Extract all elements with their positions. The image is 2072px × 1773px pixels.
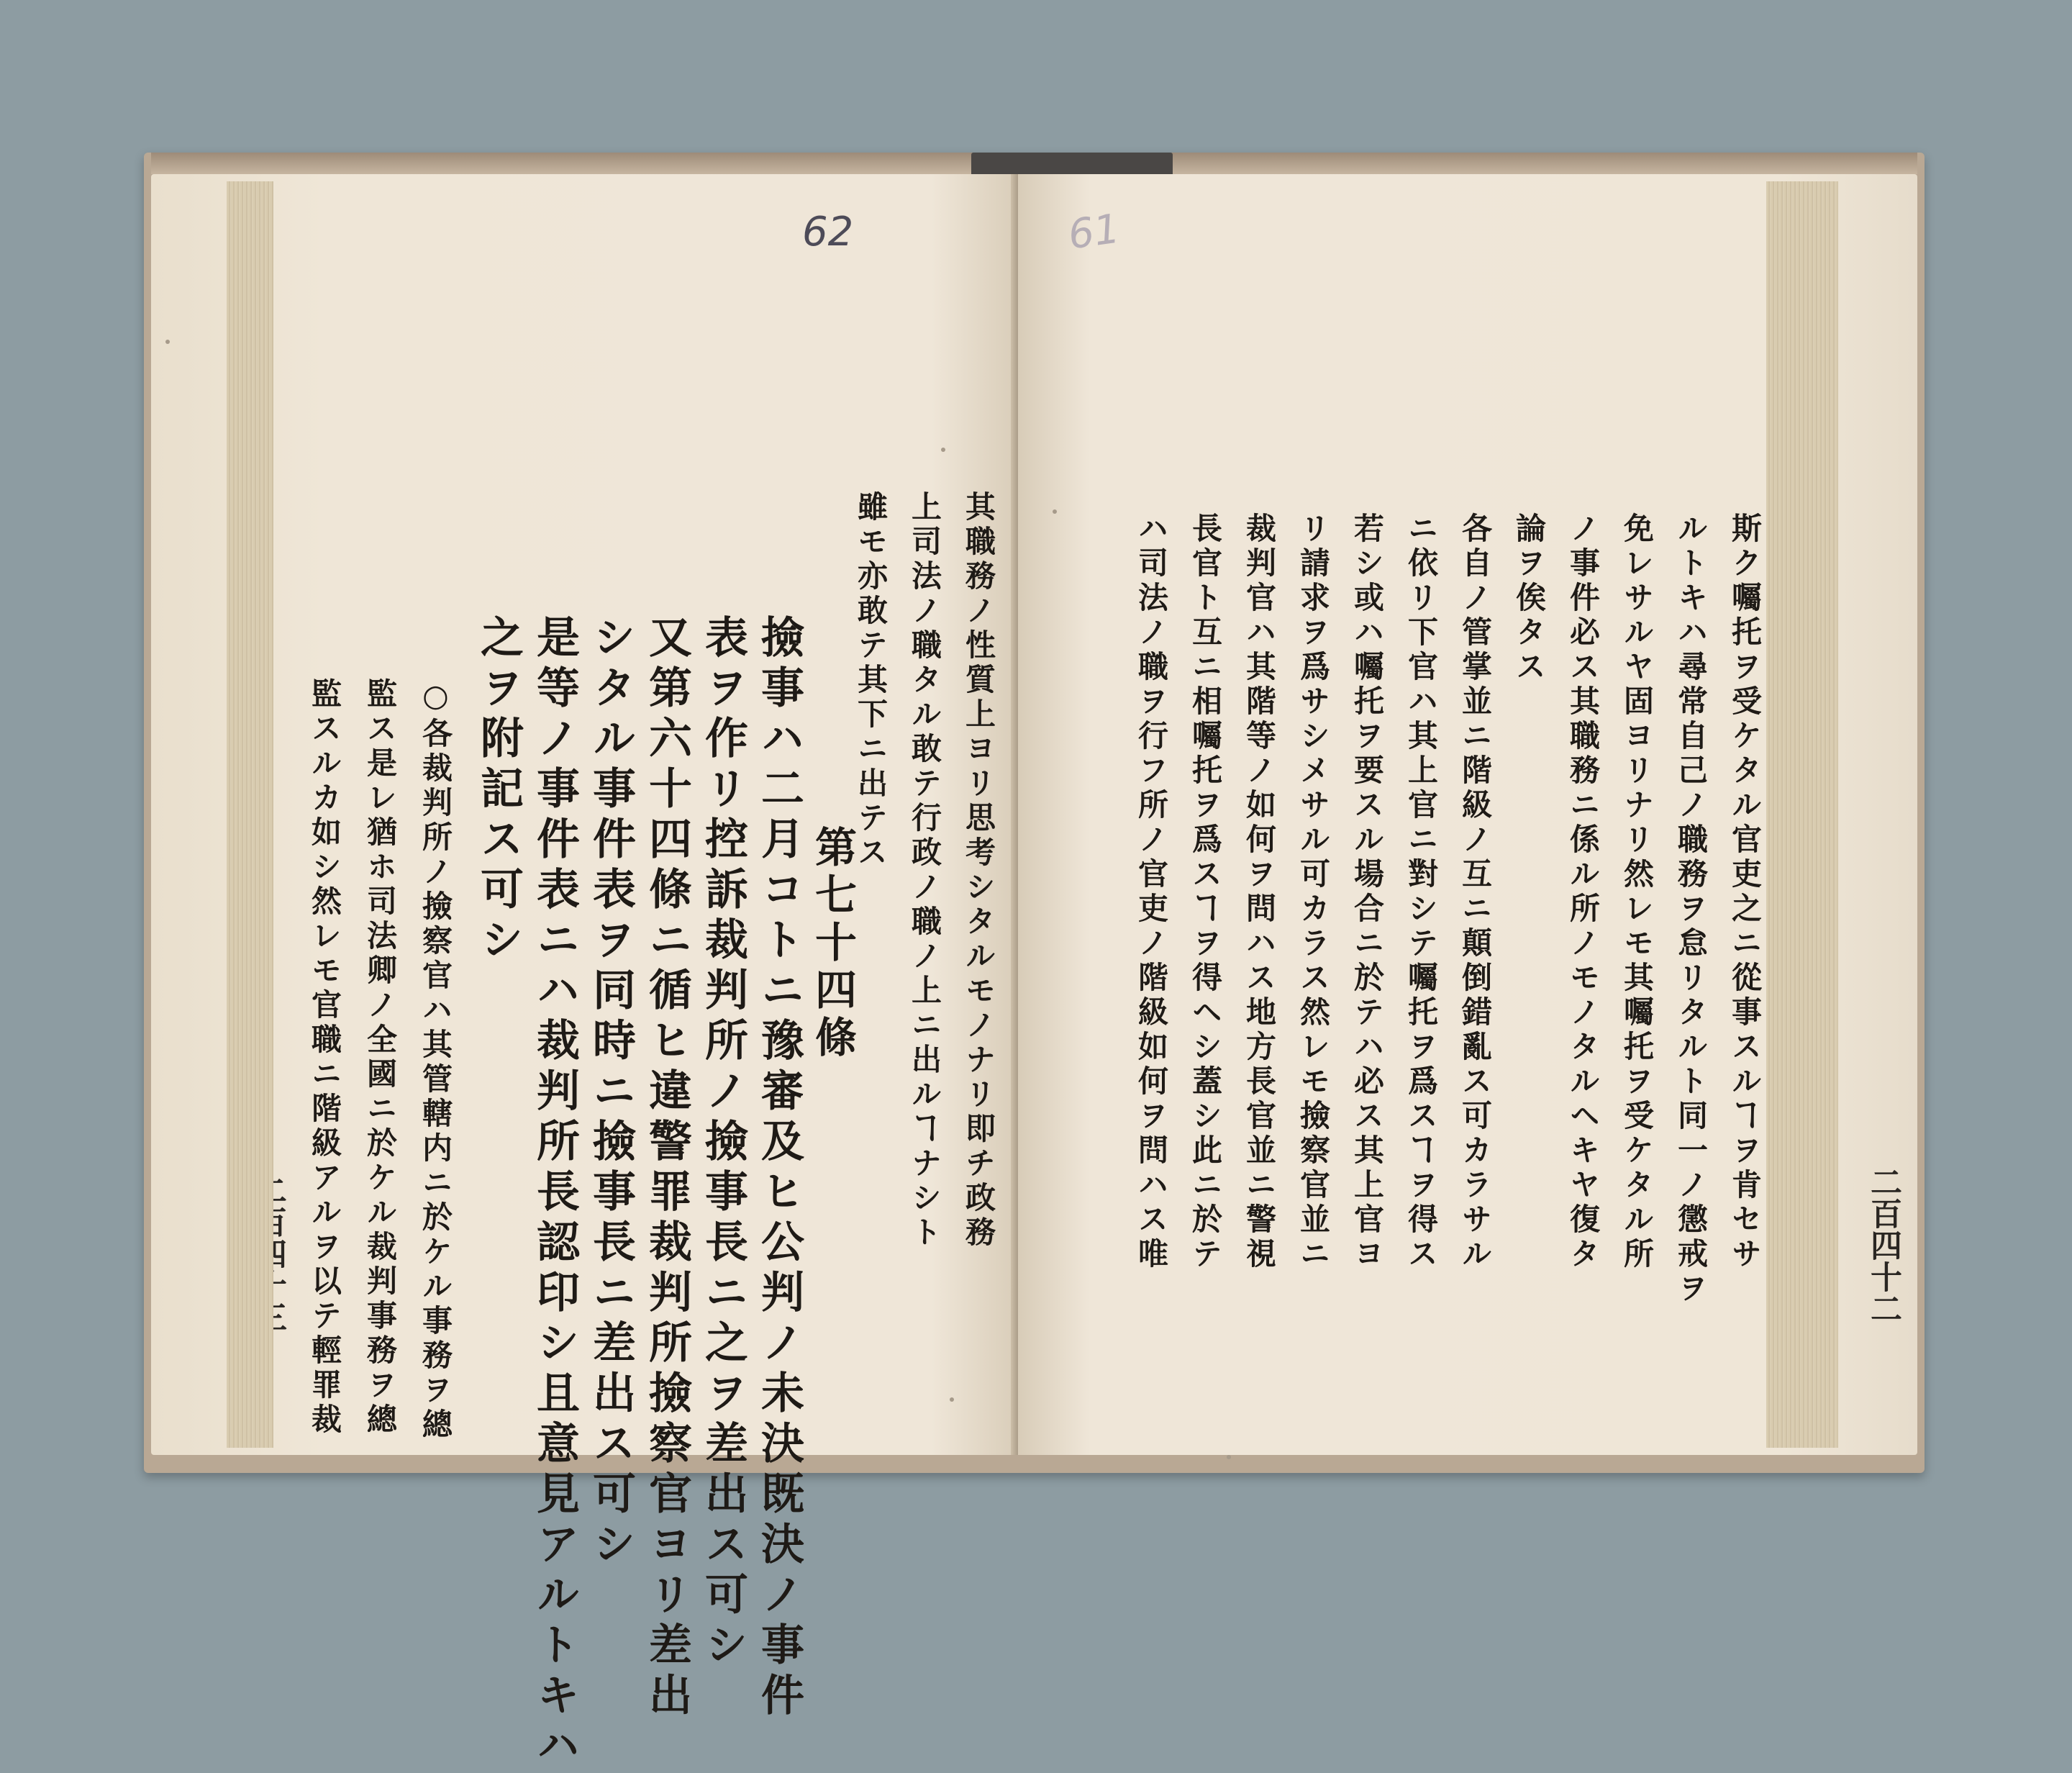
left-small-top-col-1: 其職務ノ性質上ヨリ思考シタルモノナリ即チ政務 — [961, 491, 996, 1251]
paper-speck — [1227, 1455, 1231, 1459]
left-small-top-col-3: 雖モ亦敢テ其下ニ出テス — [853, 491, 889, 871]
right-col-2: 斯ク囑托ヲ受ケタル官吏之ニ從事スルヿヲ肯セサ — [1727, 512, 1763, 1272]
left-page-edges — [227, 181, 273, 1448]
left-small-bottom-col-1: ○各裁判所ノ撿察官ハ其管轄内ニ於ケル事務ヲ總 — [418, 678, 453, 1443]
right-col-6: 論ヲ俟タス — [1512, 512, 1547, 685]
paper-speck — [165, 340, 170, 344]
left-page — [151, 174, 1018, 1773]
left-large-col-4: シタル事件表ヲ同時ニ撿事長ニ差出ス可シ — [586, 615, 636, 1572]
right-folio-number: 61 — [1065, 205, 1123, 259]
right-col-3: ルトキハ尋常自己ノ職務ヲ怠リタルト同一ノ懲戒ヲ — [1673, 512, 1709, 1307]
right-col-9: 若シ或ハ囑托ヲ要スル場合ニ於テハ必ス其上官ヨ — [1350, 512, 1385, 1272]
right-col-4: 免レサルヤ固ヨリナリ然レモ其囑托ヲ受ケタル所 — [1619, 512, 1655, 1272]
left-small-top-col-2: 上司法ノ職タル敢テ行政ノ職ノ上ニ出ルヿナシト — [907, 491, 942, 1251]
open-book — [144, 153, 1925, 1773]
right-page-number: 二百四十二 — [1865, 1166, 1901, 1324]
right-col-11: 裁判官ハ其階等ノ如何ヲ問ハス地方長官並ニ警視 — [1242, 512, 1277, 1272]
right-col-5: ノ事件必ス其職務ニ係ル所ノモノタルヘキヤ復タ — [1566, 512, 1601, 1272]
paper-speck — [1053, 509, 1057, 514]
paper-speck — [950, 1397, 954, 1402]
left-large-col-5: 是等ノ事件表ニハ裁判所長認印シ且意見アルトキハ — [530, 615, 580, 1773]
left-folio-number: 62 — [802, 209, 854, 255]
paper-speck — [941, 448, 945, 452]
left-large-col-6: 之ヲ附記ス可シ — [473, 615, 524, 967]
left-small-bottom-col-3: 監スルカ如シ然レモ官職ニ階級アルヲ以テ輕罪裁 — [307, 678, 342, 1438]
right-col-7: 各自ノ管掌並ニ階級ノ互ニ顛倒錯亂ス可カラサル — [1458, 512, 1493, 1272]
right-col-8: ニ依リ下官ハ其上官ニ對シテ囑托ヲ爲スヿヲ得ス — [1404, 512, 1439, 1272]
left-small-bottom-col-2: 監ス是レ猶ホ司法卿ノ全國ニ於ケル裁判事務ヲ總 — [363, 678, 398, 1438]
article-heading: 第七十四條 — [808, 825, 857, 1063]
right-col-12: 長官ト互ニ相囑托ヲ爲スヿヲ得ヘシ蓋シ此ニ於テ — [1188, 512, 1223, 1272]
left-large-col-3: 又第六十四條ニ循ヒ違警罪裁判所撿察官ヨリ差出 — [642, 615, 692, 1723]
right-col-13: ハ司法ノ職ヲ行フ所ノ官吏ノ階級如何ヲ問ハス唯 — [1134, 512, 1169, 1272]
left-large-col-1: 撿事ハ二月コトニ豫審及ヒ公判ノ未決既決ノ事件 — [754, 615, 804, 1723]
left-large-col-2: 表ヲ作リ控訴裁判所ノ撿事長ニ之ヲ差出ス可シ — [698, 615, 748, 1672]
right-col-10: リ請求ヲ爲サシメサル可カラス然レモ撿察官並ニ — [1296, 512, 1331, 1272]
right-page-edges — [1766, 181, 1838, 1448]
